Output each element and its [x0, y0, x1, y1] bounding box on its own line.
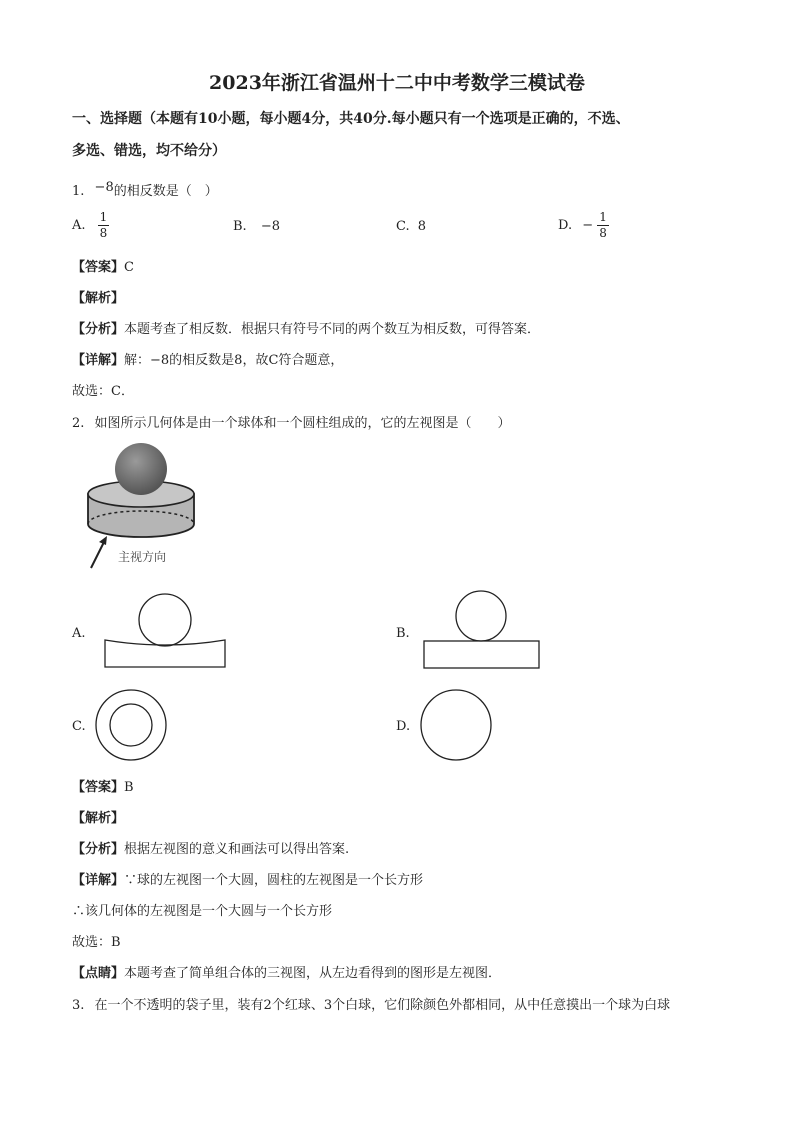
xiangjie-text: ∵球的左视图一个大圆，圆柱的左视图是一个长方形: [124, 873, 424, 888]
numerator: 1: [99, 210, 108, 224]
option-label: A.: [72, 218, 86, 233]
question-number: 2.: [72, 416, 85, 431]
section-header-line2: 多选、错选，均不给分）: [72, 143, 226, 159]
figure-label: 主视方向: [118, 550, 167, 564]
question-3-stem: [72, 994, 670, 1013]
page-title: 2023年浙江省温州十二中中考数学三模试卷: [209, 72, 585, 94]
fenxi-tag: 【分析】: [72, 842, 125, 857]
option-d-label: D.: [396, 719, 411, 734]
option-value: −8: [260, 219, 280, 234]
fenxi-text: 根据左视图的意义和画法可以得出答案.: [124, 842, 350, 857]
analysis-label: 【解析】: [72, 811, 125, 826]
option-a-label: A.: [72, 626, 86, 641]
option-label: D.: [558, 218, 573, 233]
xiangjie-text: 解：−8的相反数是8，故C符合题意，: [124, 353, 344, 368]
denominator: 8: [599, 226, 607, 240]
stem-math: −8: [94, 180, 114, 195]
fenxi-line: [72, 838, 349, 857]
analysis-tag: [72, 807, 124, 826]
fenxi-tag: 【分析】: [72, 322, 125, 337]
numerator: 1: [599, 210, 607, 224]
denominator: 8: [99, 226, 108, 240]
stem-text: 如图所示几何体是由一个球体和一个圆柱组成的，它的左视图是（ ）: [94, 416, 511, 431]
option-b-label: B.: [396, 626, 410, 641]
stem-text: 在一个不透明的袋子里，装有2个红球、3个白球，它们除颜色外都相同，从中任意摸出一个球为白球: [94, 998, 671, 1013]
therefore-line: ∴该几何体的左视图是一个大圆与一个长方形: [72, 904, 333, 919]
option-value: 8: [417, 219, 427, 234]
dianjing-tag: 【点睛】: [72, 966, 125, 981]
analysis-label: 【解析】: [72, 291, 125, 306]
answer-tag: 【答案】: [72, 780, 125, 795]
xiangjie-line: [72, 869, 423, 888]
question-number: 3.: [72, 998, 85, 1013]
dianjing-text: 本题考查了简单组合体的三视图，从左边看得到的图形是左视图．: [124, 966, 502, 981]
answer-tag: 【答案】: [72, 260, 125, 275]
answer-line: [72, 776, 134, 795]
stem-text: 的相反数是（ ）: [113, 184, 218, 199]
option-label: C.: [396, 219, 410, 234]
choose-line: 故选：B: [72, 935, 121, 950]
dianjing-line: [72, 962, 501, 981]
xiangjie-tag: 【详解】: [72, 353, 125, 368]
option-c-label: C.: [72, 719, 86, 734]
answer-value: B: [124, 780, 134, 795]
fenxi-text: 本题考查了相反数．根据只有符号不同的两个数互为相反数，可得答案．: [124, 322, 541, 337]
choose-line: 故选：C．: [72, 384, 134, 399]
section-header-line1: 一、选择题（本题有10小题，每小题4分，共40分.每小题只有一个选项是正确的，不选、: [72, 111, 630, 127]
question-number: 1.: [72, 184, 85, 199]
answer-value: C: [124, 260, 134, 275]
minus-sign: −: [582, 218, 594, 233]
option-label: B.: [233, 219, 247, 234]
xiangjie-tag: 【详解】: [72, 873, 125, 888]
